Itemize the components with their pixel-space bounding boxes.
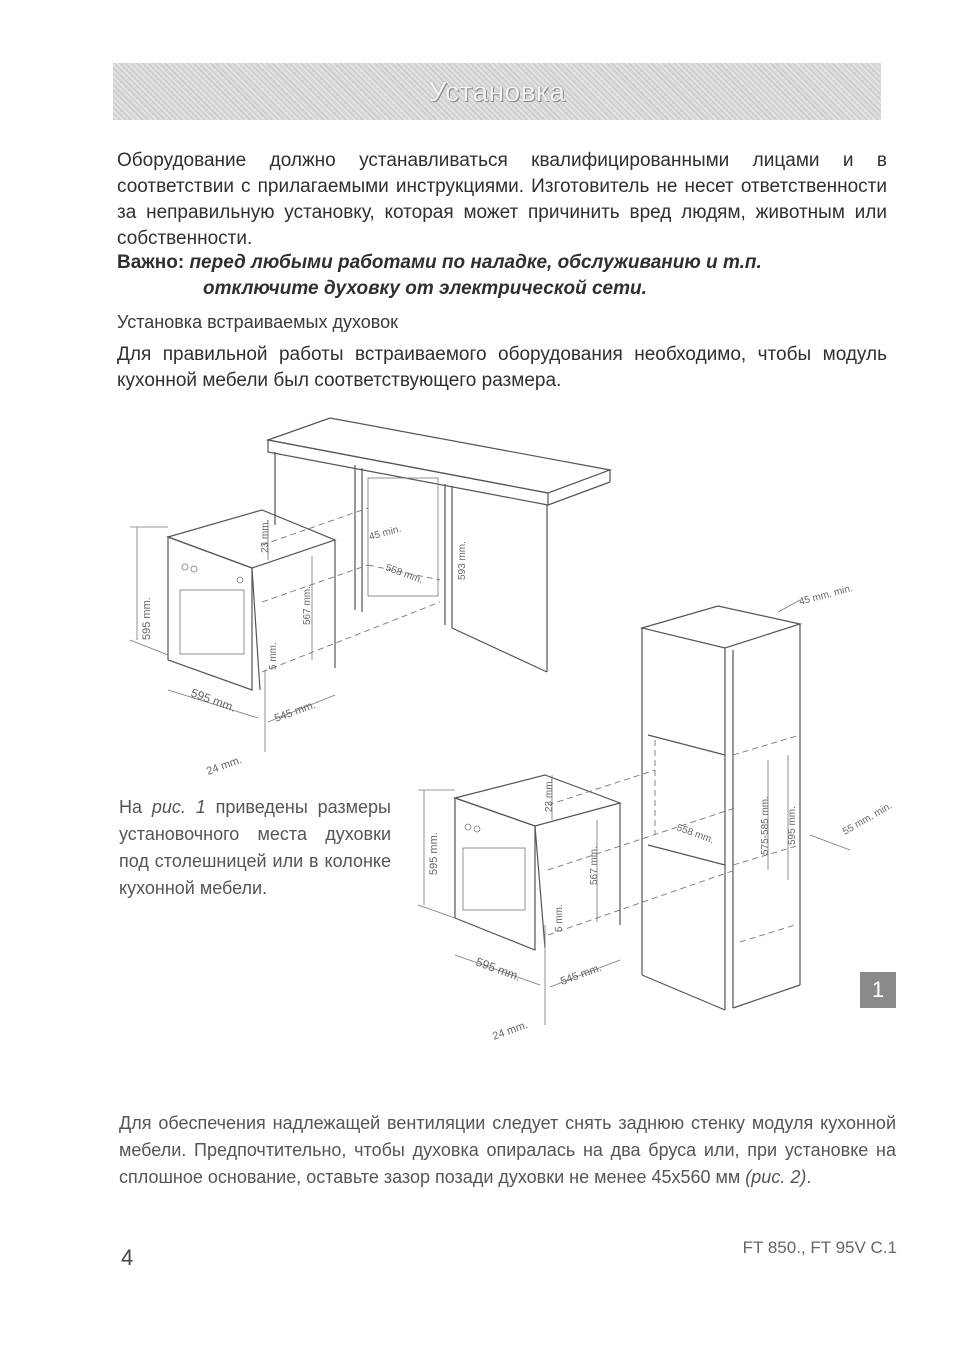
dim-575-585: 575-585 mm.: [760, 796, 771, 855]
dim-595-width-left: 595 mm.: [188, 685, 238, 715]
dim-45-gap: 45 min.: [367, 523, 403, 543]
page-number: 4: [121, 1245, 134, 1270]
intro-paragraph: Оборудование должно устанавливаться квалифицированными лицами и в соответствии с прилагаемыми инструкциями. Изготовитель не несет ответственности за неправильную установку, которая может причинить вред людям, животным или собственности.: [117, 150, 887, 249]
caption-after: приведены размеры установочного места духовки под столешницей или в колонке кухонной мебели.: [119, 797, 391, 898]
dim-24-thickness-right: 24 mm.: [490, 1018, 530, 1043]
warning-label: Важно:: [117, 252, 185, 273]
dim-24-thickness-left: 24 mm.: [204, 753, 244, 778]
dim-545-depth-left: 545 mm.: [272, 698, 318, 725]
model-reference: FT 850., FT 95V C.1: [742, 1238, 897, 1257]
dim-595-height-right: 595 mm.: [428, 832, 440, 875]
dim-595-column: 595 mm.: [787, 806, 798, 845]
ventilation-paragraph: [119, 1110, 896, 1191]
subheading-paragraph: Для правильной работы встраиваемого оборудования необходимо, чтобы модуль кухонной мебели был соответствующего размера.: [117, 344, 887, 391]
figure-caption: [119, 794, 391, 902]
dim-45-top-clearance: 45 mm. min.: [797, 583, 854, 608]
dim-545-depth-right: 545 mm.: [558, 961, 604, 988]
warning-line-1: перед любыми работами по наладке, обслуживанию и т.п.: [189, 252, 762, 273]
oven-right: [418, 770, 735, 1025]
ventilation-text: Для обеспечения надлежащей вентиляции следует снять заднюю стенку модуля кухонной мебели. Предпочтительно, чтобы духовка опиралась на два бруса или, при установке на сплошное основание, оставьте зазор позади духовки не менее 45x560 мм: [119, 1113, 896, 1187]
dim-595-width-right: 595 mm.: [473, 954, 523, 984]
ventilation-figure-ref: (рис. 2): [745, 1167, 807, 1187]
dim-23-top-left: 23 mm.: [260, 519, 271, 553]
dim-567-right: 567 mm.: [589, 846, 600, 885]
dim-595-height-left: 595 mm.: [141, 597, 153, 640]
warning-line-2: отключите духовку от электрической сети.: [203, 278, 647, 299]
dim-5-left: 5 mm.: [268, 642, 279, 670]
dim-558-width: 558 mm.: [383, 562, 425, 587]
caption-before: На: [119, 797, 152, 817]
dim-55-clearance: 55 mm. min.: [841, 800, 895, 838]
figure-number-badge: 1: [860, 972, 896, 1008]
dim-5-right: 5 mm.: [554, 904, 565, 932]
section-title: Установка: [428, 75, 566, 107]
subheading: Установка встраиваемых духовок: [117, 312, 399, 332]
ventilation-end: .: [806, 1167, 812, 1187]
column-cabinet: [642, 600, 850, 1010]
caption-figure-ref: рис. 1: [151, 797, 206, 817]
dim-567-left: 567 mm.: [302, 586, 313, 625]
dim-593-height: 593 mm.: [457, 541, 468, 580]
dim-23-top-right: 23 mm.: [544, 778, 555, 812]
dim-558-column: 558 mm.: [674, 822, 716, 847]
